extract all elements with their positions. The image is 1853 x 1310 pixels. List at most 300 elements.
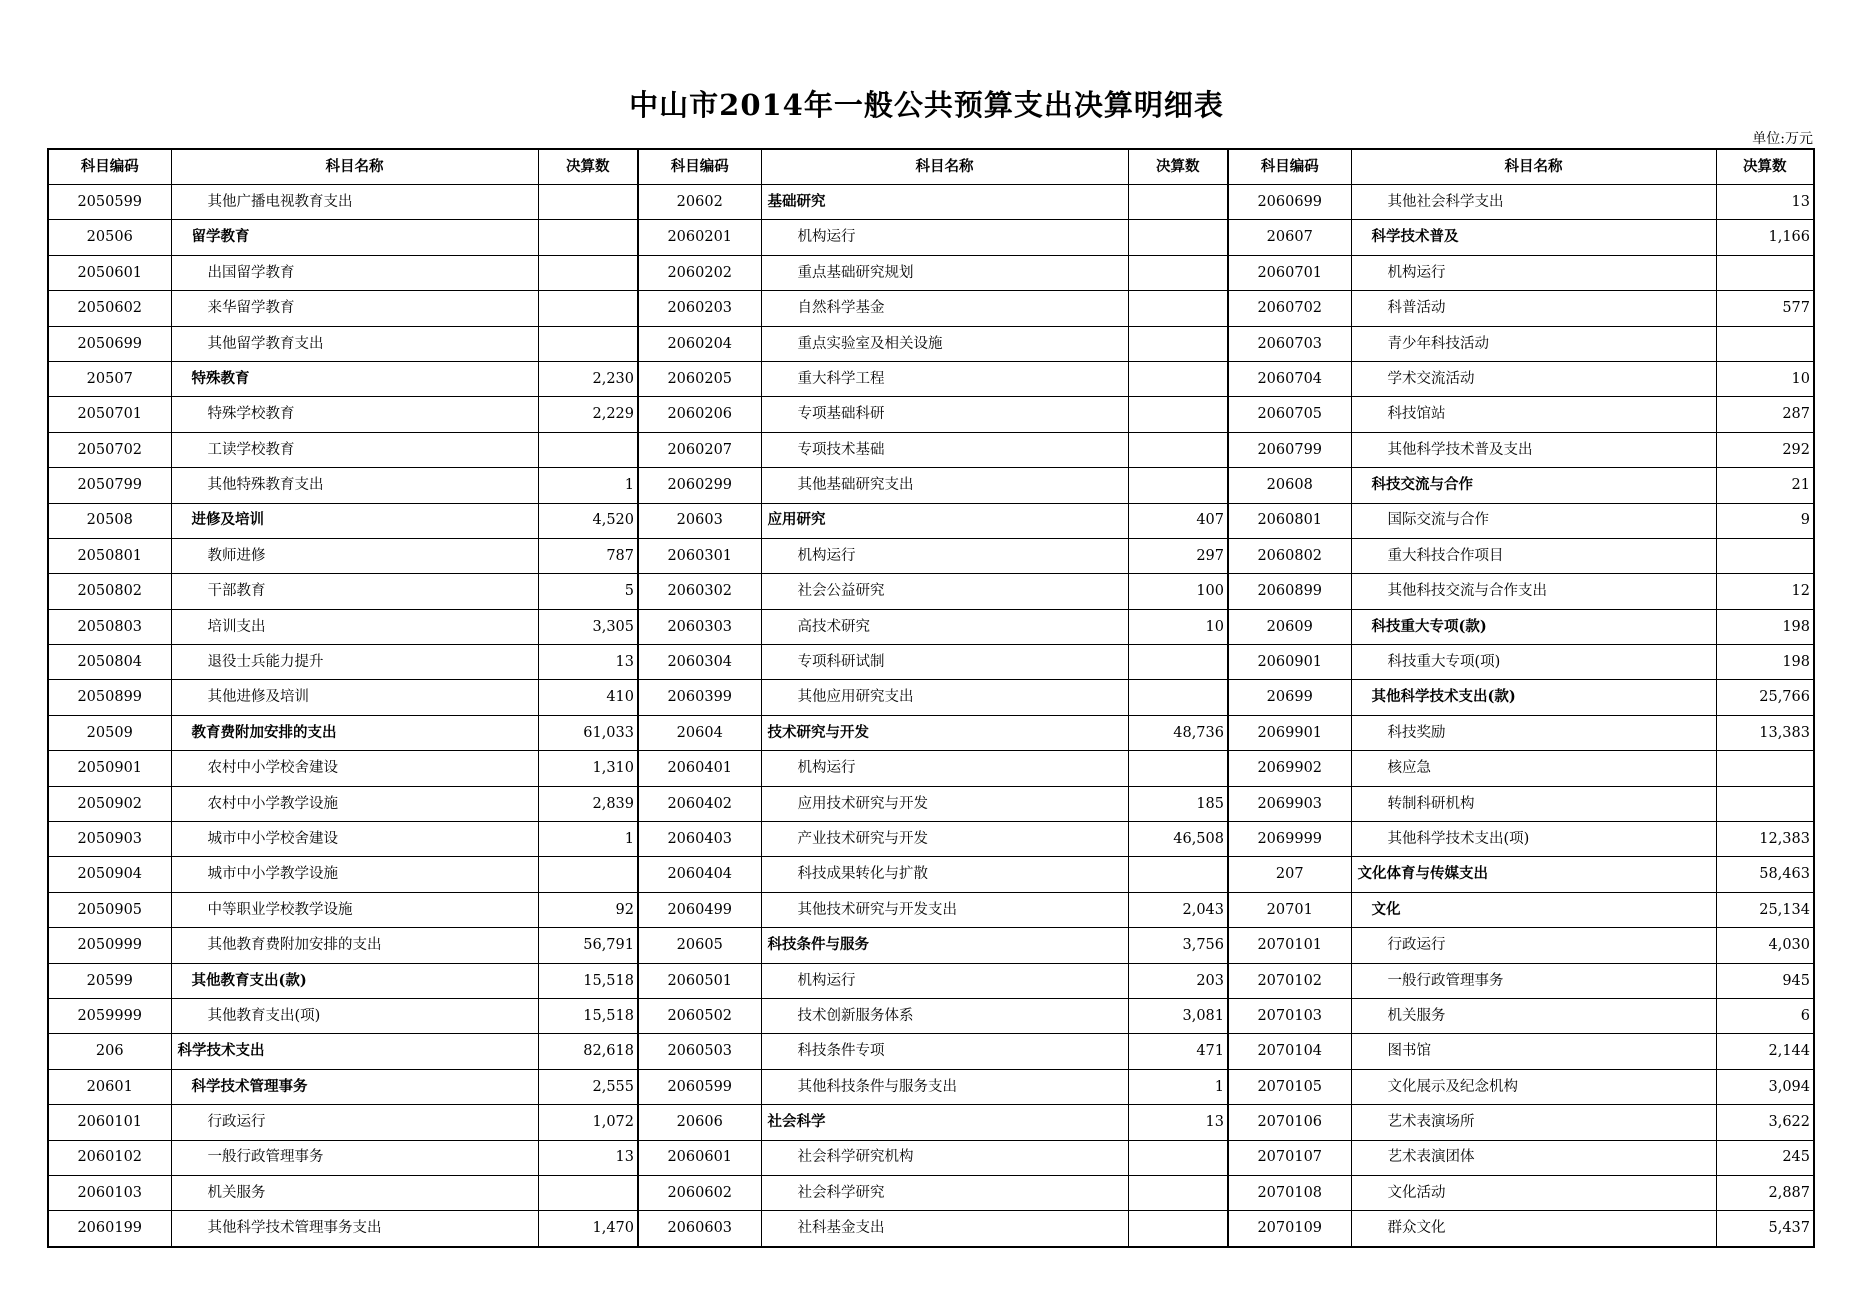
cell-amount bbox=[1128, 468, 1228, 503]
cell-code: 2060701 bbox=[1228, 255, 1351, 290]
cell-code: 2060503 bbox=[638, 1034, 761, 1069]
cell-amount bbox=[538, 220, 638, 255]
cell-amount: 287 bbox=[1716, 397, 1814, 432]
cell-code: 20603 bbox=[638, 503, 761, 538]
cell-code: 2050701 bbox=[48, 397, 171, 432]
cell-code: 20608 bbox=[1228, 468, 1351, 503]
cell-name: 留学教育 bbox=[171, 220, 538, 255]
cell-name: 社科基金支出 bbox=[761, 1211, 1128, 1247]
cell-name: 转制科研机构 bbox=[1351, 786, 1716, 821]
header-name: 科目名称 bbox=[171, 149, 538, 185]
cell-code: 2050905 bbox=[48, 892, 171, 927]
cell-code: 206 bbox=[48, 1034, 171, 1069]
cell-amount: 292 bbox=[1716, 432, 1814, 467]
cell-amount bbox=[538, 255, 638, 290]
cell-name: 青少年科技活动 bbox=[1351, 326, 1716, 361]
table-row bbox=[48, 928, 1814, 963]
cell-amount: 100 bbox=[1128, 574, 1228, 609]
cell-code: 2069902 bbox=[1228, 751, 1351, 786]
cell-name: 应用技术研究与开发 bbox=[761, 786, 1128, 821]
table-row bbox=[48, 255, 1814, 290]
table-row bbox=[48, 822, 1814, 857]
cell-amount: 46,508 bbox=[1128, 822, 1228, 857]
cell-amount: 297 bbox=[1128, 538, 1228, 573]
cell-name: 学术交流活动 bbox=[1351, 361, 1716, 396]
cell-code: 2060401 bbox=[638, 751, 761, 786]
table-row bbox=[48, 432, 1814, 467]
cell-code: 2060599 bbox=[638, 1069, 761, 1104]
cell-name: 国际交流与合作 bbox=[1351, 503, 1716, 538]
header-code: 科目编码 bbox=[1228, 149, 1351, 185]
cell-amount: 13 bbox=[1128, 1105, 1228, 1140]
cell-code: 2060899 bbox=[1228, 574, 1351, 609]
cell-amount: 82,618 bbox=[538, 1034, 638, 1069]
cell-name: 基础研究 bbox=[761, 185, 1128, 220]
cell-name: 科技馆站 bbox=[1351, 397, 1716, 432]
cell-code: 2060205 bbox=[638, 361, 761, 396]
cell-code: 2060202 bbox=[638, 255, 761, 290]
cell-code: 2070106 bbox=[1228, 1105, 1351, 1140]
header-row bbox=[48, 149, 1814, 185]
cell-amount bbox=[1128, 1211, 1228, 1247]
header-name: 科目名称 bbox=[1351, 149, 1716, 185]
header-name: 科目名称 bbox=[761, 149, 1128, 185]
cell-amount: 10 bbox=[1716, 361, 1814, 396]
cell-name: 社会公益研究 bbox=[761, 574, 1128, 609]
cell-code: 2069999 bbox=[1228, 822, 1351, 857]
cell-name: 产业技术研究与开发 bbox=[761, 822, 1128, 857]
table-row bbox=[48, 1140, 1814, 1175]
cell-code: 2070109 bbox=[1228, 1211, 1351, 1247]
cell-name: 来华留学教育 bbox=[171, 291, 538, 326]
table-row bbox=[48, 574, 1814, 609]
cell-code: 2060601 bbox=[638, 1140, 761, 1175]
table-row bbox=[48, 892, 1814, 927]
cell-name: 一般行政管理事务 bbox=[1351, 963, 1716, 998]
cell-amount: 25,134 bbox=[1716, 892, 1814, 927]
cell-code: 2050803 bbox=[48, 609, 171, 644]
cell-name: 其他科学技术支出(款) bbox=[1351, 680, 1716, 715]
cell-code: 2050699 bbox=[48, 326, 171, 361]
cell-code: 2050602 bbox=[48, 291, 171, 326]
cell-amount: 1,072 bbox=[538, 1105, 638, 1140]
cell-amount bbox=[1128, 326, 1228, 361]
cell-amount bbox=[1716, 538, 1814, 573]
cell-amount: 1,310 bbox=[538, 751, 638, 786]
cell-amount: 410 bbox=[538, 680, 638, 715]
cell-amount: 471 bbox=[1128, 1034, 1228, 1069]
cell-amount: 12,383 bbox=[1716, 822, 1814, 857]
cell-name: 技术研究与开发 bbox=[761, 715, 1128, 750]
cell-amount: 2,887 bbox=[1716, 1175, 1814, 1210]
cell-name: 专项科研试制 bbox=[761, 645, 1128, 680]
cell-amount: 577 bbox=[1716, 291, 1814, 326]
cell-code: 2060102 bbox=[48, 1140, 171, 1175]
table-row bbox=[48, 963, 1814, 998]
cell-code: 2050802 bbox=[48, 574, 171, 609]
cell-code: 2050902 bbox=[48, 786, 171, 821]
cell-code: 20509 bbox=[48, 715, 171, 750]
cell-name: 其他教育费附加安排的支出 bbox=[171, 928, 538, 963]
table-row bbox=[48, 1069, 1814, 1104]
cell-code: 2050599 bbox=[48, 185, 171, 220]
cell-amount: 945 bbox=[1716, 963, 1814, 998]
cell-amount: 56,791 bbox=[538, 928, 638, 963]
cell-name: 机构运行 bbox=[761, 963, 1128, 998]
table-row bbox=[48, 998, 1814, 1033]
cell-code: 2060699 bbox=[1228, 185, 1351, 220]
cell-amount: 407 bbox=[1128, 503, 1228, 538]
cell-name: 社会科学研究机构 bbox=[761, 1140, 1128, 1175]
cell-amount: 13 bbox=[1716, 185, 1814, 220]
cell-code: 20507 bbox=[48, 361, 171, 396]
cell-name: 其他广播电视教育支出 bbox=[171, 185, 538, 220]
cell-code: 20506 bbox=[48, 220, 171, 255]
table-row bbox=[48, 361, 1814, 396]
cell-amount bbox=[1716, 786, 1814, 821]
cell-amount bbox=[1128, 751, 1228, 786]
cell-amount: 12 bbox=[1716, 574, 1814, 609]
cell-name: 其他教育支出(项) bbox=[171, 998, 538, 1033]
cell-amount: 13,383 bbox=[1716, 715, 1814, 750]
cell-code: 2060402 bbox=[638, 786, 761, 821]
cell-name: 教育费附加安排的支出 bbox=[171, 715, 538, 750]
cell-amount: 61,033 bbox=[538, 715, 638, 750]
header-amount: 决算数 bbox=[1128, 149, 1228, 185]
cell-name: 出国留学教育 bbox=[171, 255, 538, 290]
header-amount: 决算数 bbox=[538, 149, 638, 185]
cell-name: 退役士兵能力提升 bbox=[171, 645, 538, 680]
cell-code: 2050899 bbox=[48, 680, 171, 715]
cell-amount: 15,518 bbox=[538, 998, 638, 1033]
cell-name: 其他应用研究支出 bbox=[761, 680, 1128, 715]
cell-amount: 3,756 bbox=[1128, 928, 1228, 963]
cell-amount bbox=[1128, 397, 1228, 432]
cell-name: 文化活动 bbox=[1351, 1175, 1716, 1210]
cell-name: 特殊教育 bbox=[171, 361, 538, 396]
cell-code: 2060101 bbox=[48, 1105, 171, 1140]
cell-code: 2060304 bbox=[638, 645, 761, 680]
cell-code: 2050801 bbox=[48, 538, 171, 573]
cell-name: 城市中小学校舍建设 bbox=[171, 822, 538, 857]
cell-code: 2050804 bbox=[48, 645, 171, 680]
cell-amount: 25,766 bbox=[1716, 680, 1814, 715]
cell-amount: 5 bbox=[538, 574, 638, 609]
cell-amount bbox=[1128, 185, 1228, 220]
cell-name: 图书馆 bbox=[1351, 1034, 1716, 1069]
cell-name: 重点实验室及相关设施 bbox=[761, 326, 1128, 361]
cell-name: 行政运行 bbox=[171, 1105, 538, 1140]
cell-code: 2070102 bbox=[1228, 963, 1351, 998]
table-row bbox=[48, 609, 1814, 644]
cell-amount bbox=[538, 857, 638, 892]
table-row bbox=[48, 1175, 1814, 1210]
cell-name: 其他科学技术普及支出 bbox=[1351, 432, 1716, 467]
cell-amount: 92 bbox=[538, 892, 638, 927]
cell-name: 机构运行 bbox=[761, 538, 1128, 573]
cell-amount: 787 bbox=[538, 538, 638, 573]
cell-name: 科普活动 bbox=[1351, 291, 1716, 326]
cell-code: 2060303 bbox=[638, 609, 761, 644]
cell-code: 2070104 bbox=[1228, 1034, 1351, 1069]
cell-amount bbox=[1128, 432, 1228, 467]
table-row bbox=[48, 397, 1814, 432]
cell-amount: 4,030 bbox=[1716, 928, 1814, 963]
cell-code: 20604 bbox=[638, 715, 761, 750]
header-code: 科目编码 bbox=[48, 149, 171, 185]
cell-code: 2060301 bbox=[638, 538, 761, 573]
unit-label: 单位:万元 bbox=[1752, 131, 1813, 147]
cell-amount bbox=[1716, 751, 1814, 786]
cell-name: 其他科学技术支出(项) bbox=[1351, 822, 1716, 857]
cell-name: 群众文化 bbox=[1351, 1211, 1716, 1247]
cell-code: 207 bbox=[1228, 857, 1351, 892]
table-row bbox=[48, 503, 1814, 538]
cell-code: 2060207 bbox=[638, 432, 761, 467]
cell-code: 2060206 bbox=[638, 397, 761, 432]
cell-name: 特殊学校教育 bbox=[171, 397, 538, 432]
cell-code: 2060201 bbox=[638, 220, 761, 255]
cell-name: 社会科学 bbox=[761, 1105, 1128, 1140]
header-amount: 决算数 bbox=[1716, 149, 1814, 185]
table-row bbox=[48, 538, 1814, 573]
cell-code: 2060299 bbox=[638, 468, 761, 503]
table-row bbox=[48, 786, 1814, 821]
cell-code: 20607 bbox=[1228, 220, 1351, 255]
cell-code: 2070103 bbox=[1228, 998, 1351, 1033]
cell-code: 2060799 bbox=[1228, 432, 1351, 467]
table-row bbox=[48, 680, 1814, 715]
cell-name: 艺术表演团体 bbox=[1351, 1140, 1716, 1175]
table-row bbox=[48, 185, 1814, 220]
cell-code: 20609 bbox=[1228, 609, 1351, 644]
cell-amount: 2,839 bbox=[538, 786, 638, 821]
cell-amount bbox=[538, 291, 638, 326]
cell-name: 机构运行 bbox=[1351, 255, 1716, 290]
cell-amount: 1,166 bbox=[1716, 220, 1814, 255]
cell-amount: 2,144 bbox=[1716, 1034, 1814, 1069]
cell-amount: 6 bbox=[1716, 998, 1814, 1033]
cell-code: 2060704 bbox=[1228, 361, 1351, 396]
cell-name: 核应急 bbox=[1351, 751, 1716, 786]
cell-amount: 3,081 bbox=[1128, 998, 1228, 1033]
cell-name: 中等职业学校教学设施 bbox=[171, 892, 538, 927]
cell-code: 20508 bbox=[48, 503, 171, 538]
cell-code: 20605 bbox=[638, 928, 761, 963]
table-row bbox=[48, 291, 1814, 326]
cell-code: 2060501 bbox=[638, 963, 761, 998]
cell-name: 工读学校教育 bbox=[171, 432, 538, 467]
cell-name: 科学技术支出 bbox=[171, 1034, 538, 1069]
cell-code: 2059999 bbox=[48, 998, 171, 1033]
table-body bbox=[48, 185, 1814, 1247]
cell-name: 机关服务 bbox=[1351, 998, 1716, 1033]
cell-amount: 3,622 bbox=[1716, 1105, 1814, 1140]
cell-amount: 58,463 bbox=[1716, 857, 1814, 892]
cell-amount: 15,518 bbox=[538, 963, 638, 998]
cell-amount: 9 bbox=[1716, 503, 1814, 538]
cell-amount: 1 bbox=[538, 468, 638, 503]
cell-amount: 3,094 bbox=[1716, 1069, 1814, 1104]
cell-name: 自然科学基金 bbox=[761, 291, 1128, 326]
cell-name: 干部教育 bbox=[171, 574, 538, 609]
cell-name: 其他进修及培训 bbox=[171, 680, 538, 715]
cell-code: 20602 bbox=[638, 185, 761, 220]
cell-code: 2060302 bbox=[638, 574, 761, 609]
cell-amount: 245 bbox=[1716, 1140, 1814, 1175]
cell-code: 2060103 bbox=[48, 1175, 171, 1210]
cell-amount: 198 bbox=[1716, 645, 1814, 680]
cell-code: 20699 bbox=[1228, 680, 1351, 715]
cell-name: 科技条件与服务 bbox=[761, 928, 1128, 963]
cell-code: 2070107 bbox=[1228, 1140, 1351, 1175]
cell-amount: 48,736 bbox=[1128, 715, 1228, 750]
cell-amount: 2,230 bbox=[538, 361, 638, 396]
cell-amount: 2,229 bbox=[538, 397, 638, 432]
cell-name: 高技术研究 bbox=[761, 609, 1128, 644]
cell-code: 2070105 bbox=[1228, 1069, 1351, 1104]
cell-code: 2060502 bbox=[638, 998, 761, 1033]
table-row bbox=[48, 468, 1814, 503]
cell-name: 科技条件专项 bbox=[761, 1034, 1128, 1069]
cell-code: 2069901 bbox=[1228, 715, 1351, 750]
cell-code: 2069903 bbox=[1228, 786, 1351, 821]
cell-code: 2060801 bbox=[1228, 503, 1351, 538]
cell-amount: 5,437 bbox=[1716, 1211, 1814, 1247]
cell-amount bbox=[1716, 326, 1814, 361]
cell-amount bbox=[538, 185, 638, 220]
cell-name: 机构运行 bbox=[761, 751, 1128, 786]
cell-name: 教师进修 bbox=[171, 538, 538, 573]
cell-name: 机关服务 bbox=[171, 1175, 538, 1210]
cell-name: 其他科技条件与服务支出 bbox=[761, 1069, 1128, 1104]
cell-amount bbox=[1128, 1175, 1228, 1210]
cell-name: 重点基础研究规划 bbox=[761, 255, 1128, 290]
cell-name: 重大科学工程 bbox=[761, 361, 1128, 396]
table-row bbox=[48, 751, 1814, 786]
cell-name: 农村中小学教学设施 bbox=[171, 786, 538, 821]
cell-code: 2060703 bbox=[1228, 326, 1351, 361]
cell-amount: 185 bbox=[1128, 786, 1228, 821]
cell-amount: 13 bbox=[538, 645, 638, 680]
cell-name: 科技重大专项(款) bbox=[1351, 609, 1716, 644]
cell-amount bbox=[1128, 220, 1228, 255]
cell-name: 社会科学研究 bbox=[761, 1175, 1128, 1210]
cell-name: 其他特殊教育支出 bbox=[171, 468, 538, 503]
cell-name: 科技重大专项(项) bbox=[1351, 645, 1716, 680]
cell-name: 科技成果转化与扩散 bbox=[761, 857, 1128, 892]
table-row bbox=[48, 1105, 1814, 1140]
cell-code: 20606 bbox=[638, 1105, 761, 1140]
cell-name: 文化 bbox=[1351, 892, 1716, 927]
cell-name: 行政运行 bbox=[1351, 928, 1716, 963]
cell-amount: 2,043 bbox=[1128, 892, 1228, 927]
cell-name: 文化体育与传媒支出 bbox=[1351, 857, 1716, 892]
cell-amount: 10 bbox=[1128, 609, 1228, 644]
cell-amount bbox=[1128, 255, 1228, 290]
cell-name: 进修及培训 bbox=[171, 503, 538, 538]
table-row bbox=[48, 645, 1814, 680]
cell-name: 一般行政管理事务 bbox=[171, 1140, 538, 1175]
cell-name: 文化展示及纪念机构 bbox=[1351, 1069, 1716, 1104]
cell-code: 2060404 bbox=[638, 857, 761, 892]
cell-name: 科技交流与合作 bbox=[1351, 468, 1716, 503]
cell-amount bbox=[1128, 361, 1228, 396]
cell-amount: 198 bbox=[1716, 609, 1814, 644]
table-row bbox=[48, 220, 1814, 255]
cell-amount bbox=[1128, 291, 1228, 326]
table-row bbox=[48, 326, 1814, 361]
cell-name: 科技奖励 bbox=[1351, 715, 1716, 750]
cell-name: 其他社会科学支出 bbox=[1351, 185, 1716, 220]
cell-code: 2060203 bbox=[638, 291, 761, 326]
cell-code: 2060204 bbox=[638, 326, 761, 361]
cell-amount bbox=[1128, 645, 1228, 680]
cell-name: 农村中小学校舍建设 bbox=[171, 751, 538, 786]
cell-code: 2050799 bbox=[48, 468, 171, 503]
cell-code: 20599 bbox=[48, 963, 171, 998]
cell-amount bbox=[1128, 1140, 1228, 1175]
cell-code: 2060403 bbox=[638, 822, 761, 857]
cell-amount: 21 bbox=[1716, 468, 1814, 503]
cell-code: 2060901 bbox=[1228, 645, 1351, 680]
cell-code: 20701 bbox=[1228, 892, 1351, 927]
cell-code: 2050601 bbox=[48, 255, 171, 290]
cell-code: 2050901 bbox=[48, 751, 171, 786]
page-title: 中山市2014年一般公共预算支出决算明细表 bbox=[629, 88, 1224, 122]
cell-name: 艺术表演场所 bbox=[1351, 1105, 1716, 1140]
cell-code: 2060602 bbox=[638, 1175, 761, 1210]
cell-name: 其他基础研究支出 bbox=[761, 468, 1128, 503]
cell-name: 机构运行 bbox=[761, 220, 1128, 255]
cell-amount: 1 bbox=[1128, 1069, 1228, 1104]
cell-amount: 4,520 bbox=[538, 503, 638, 538]
cell-code: 2060702 bbox=[1228, 291, 1351, 326]
cell-code: 2050999 bbox=[48, 928, 171, 963]
cell-name: 其他科技交流与合作支出 bbox=[1351, 574, 1716, 609]
cell-name: 应用研究 bbox=[761, 503, 1128, 538]
cell-amount bbox=[538, 1175, 638, 1210]
cell-amount bbox=[1128, 680, 1228, 715]
cell-code: 2050702 bbox=[48, 432, 171, 467]
cell-name: 专项基础科研 bbox=[761, 397, 1128, 432]
cell-name: 其他教育支出(款) bbox=[171, 963, 538, 998]
cell-amount bbox=[1716, 255, 1814, 290]
cell-code: 2060499 bbox=[638, 892, 761, 927]
cell-code: 2060802 bbox=[1228, 538, 1351, 573]
cell-code: 2050903 bbox=[48, 822, 171, 857]
cell-code: 2050904 bbox=[48, 857, 171, 892]
cell-amount bbox=[538, 326, 638, 361]
cell-code: 2070108 bbox=[1228, 1175, 1351, 1210]
cell-amount bbox=[538, 432, 638, 467]
cell-code: 2060399 bbox=[638, 680, 761, 715]
cell-amount: 13 bbox=[538, 1140, 638, 1175]
table-row bbox=[48, 1034, 1814, 1069]
cell-code: 2060199 bbox=[48, 1211, 171, 1247]
cell-code: 2060705 bbox=[1228, 397, 1351, 432]
table-row bbox=[48, 1211, 1814, 1247]
cell-code: 20601 bbox=[48, 1069, 171, 1104]
cell-amount: 203 bbox=[1128, 963, 1228, 998]
cell-amount: 2,555 bbox=[538, 1069, 638, 1104]
cell-code: 2060603 bbox=[638, 1211, 761, 1247]
cell-name: 城市中小学教学设施 bbox=[171, 857, 538, 892]
table-row bbox=[48, 715, 1814, 750]
budget-table bbox=[47, 148, 1815, 1248]
cell-name: 重大科技合作项目 bbox=[1351, 538, 1716, 573]
cell-code: 2070101 bbox=[1228, 928, 1351, 963]
